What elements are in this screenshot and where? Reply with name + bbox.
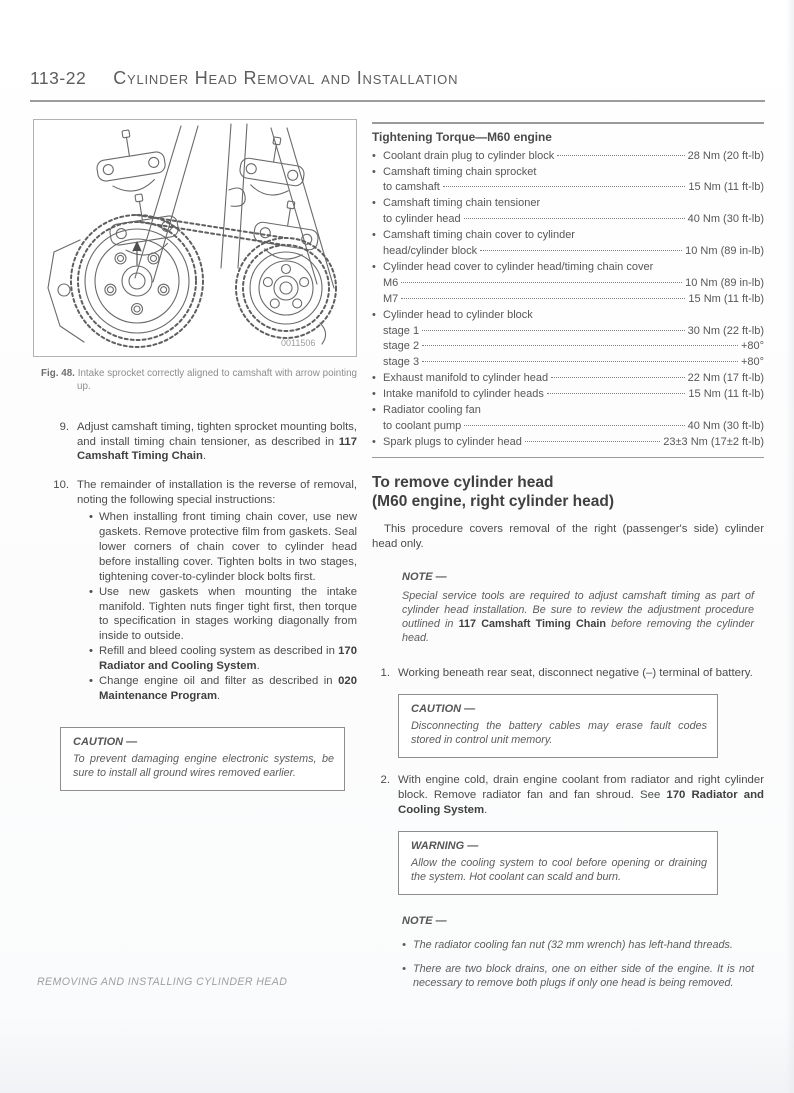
intake-sprocket	[85, 229, 189, 333]
dot-leader	[464, 218, 685, 219]
dot-leader	[464, 425, 684, 426]
torque-label: head/cylinder block	[383, 245, 478, 258]
torque-subrow	[372, 419, 764, 435]
note-bullet-item	[402, 962, 754, 990]
figure-48	[33, 119, 357, 357]
right-column	[372, 122, 764, 990]
torque-row	[372, 228, 764, 244]
step-text-post: .	[484, 804, 488, 817]
torque-row	[372, 196, 764, 212]
note-bullet-text: The radiator cooling fan nut (32 mm wrench) has left-hand threads.	[413, 939, 733, 952]
bullet-marker: •	[402, 963, 406, 976]
note-label: NOTE —	[402, 915, 447, 928]
left-column	[33, 119, 357, 791]
torque-row	[372, 260, 764, 276]
step-text	[77, 478, 357, 704]
dot-leader	[443, 186, 686, 187]
step-text: Working beneath rear seat, disconnect negative (–) terminal of battery.	[398, 667, 753, 680]
torque-subrow	[372, 292, 764, 308]
torque-subrow	[372, 244, 764, 260]
dot-leader	[422, 345, 738, 346]
torque-value: +80°	[740, 356, 764, 369]
torque-value: 40 Nm (30 ft-lb)	[687, 420, 764, 432]
figure-id-code: 0011506	[281, 338, 316, 348]
dot-leader	[480, 250, 682, 251]
note-bullet-item	[402, 938, 754, 953]
torque-label: • Camshaft timing chain tensioner	[383, 197, 541, 210]
dot-leader	[547, 393, 686, 394]
bullet-text-pre: Change engine oil and filter as described in	[99, 675, 339, 688]
torque-label: to cylinder head	[383, 213, 461, 226]
page-title: Cylinder Head Removal and Installation	[113, 68, 459, 88]
engine-diagram	[34, 120, 356, 354]
torque-label: • Exhaust manifold to cylinder head	[383, 372, 549, 385]
cross-reference: 170 Radiator and Cooling System	[99, 645, 357, 673]
step-2	[372, 773, 764, 818]
torque-label: to camshaft	[383, 181, 440, 194]
torque-subrow	[372, 324, 764, 340]
torque-subrow	[372, 276, 764, 292]
bullet-text-post: .	[256, 660, 260, 673]
torque-label: • Spark plugs to cylinder head	[383, 435, 522, 448]
torque-subrow	[372, 180, 764, 196]
bullet-text-pre: Refill and bleed cooling system as described in	[99, 645, 339, 658]
dot-leader	[401, 282, 682, 283]
note-text-pre: Special service tools are required to adjust camshaft timing as part of cylinder head installation. Be sure to review the adjustment procedure outlined in	[402, 590, 754, 631]
step-number: 10.	[53, 479, 69, 492]
torque-row	[372, 165, 764, 181]
warning-box	[398, 831, 718, 895]
caution-box	[60, 727, 345, 791]
bullet-text	[99, 674, 357, 704]
torque-label: • Camshaft timing chain sprocket	[383, 165, 537, 178]
torque-row	[372, 387, 764, 403]
torque-value: 10 Nm (89 in-lb)	[685, 245, 764, 258]
bullet-marker: •	[89, 645, 93, 658]
torque-label: • Cylinder head to cylinder block	[383, 308, 533, 321]
torque-label: to coolant pump	[383, 420, 462, 432]
note-bullet-text: There are two block drains, one on either side of the engine. It is not necessary to remove both plugs if only one head is being removed.	[413, 963, 754, 990]
section-heading-line1: To remove cylinder head	[372, 474, 554, 492]
note-text	[402, 589, 754, 645]
torque-row	[372, 403, 764, 419]
bullet-item	[89, 674, 357, 704]
intro-paragraph: This procedure covers removal of the right (passenger's side) cylinder head only.	[372, 523, 764, 551]
step-number: 9.	[59, 420, 69, 433]
bullet-text-post: .	[217, 690, 221, 702]
bullet-marker: •	[402, 939, 406, 952]
header-rule	[30, 100, 765, 102]
torque-label: M7	[383, 292, 399, 305]
note-text-post: before removing the cylinder head.	[402, 618, 754, 645]
bullet-text-pre: When installing front timing chain cover, use new gaskets. Remove protective film from gaskets. Seal lower corners of chain cover to cylinder head before installing cover. Tighten bolts in two stages, tightening cover-to-cylinder block bolts first.	[99, 511, 357, 583]
bullet-marker: •	[89, 675, 93, 688]
bullet-text-pre: Use new gaskets when mounting the intake manifold. Tighten nuts finger tight first, then torque to specification in stages working diagonally from inside to outside.	[99, 585, 357, 643]
note-block	[402, 914, 754, 990]
torque-spec-table	[372, 122, 764, 458]
exhaust-sprocket	[250, 252, 322, 324]
caution-text: Disconnecting the battery cables may erase fault codes stored in control unit memory.	[411, 720, 707, 747]
torque-value: 40 Nm (30 ft-lb)	[687, 213, 764, 226]
torque-label: M6	[383, 276, 399, 289]
caution-text: To prevent damaging engine electronic systems, be sure to install all ground wires removed earlier.	[73, 752, 334, 779]
caution-box	[398, 694, 718, 758]
torque-value: 30 Nm (22 ft-lb)	[687, 324, 764, 337]
section-heading-line2: (M60 engine, right cylinder head)	[372, 492, 615, 510]
torque-label: stage 2	[383, 340, 420, 353]
torque-value: +80°	[740, 340, 764, 353]
dot-leader	[551, 377, 684, 378]
dot-leader	[422, 330, 684, 331]
torque-value: 28 Nm (20 ft-lb)	[687, 149, 764, 162]
step-text	[398, 773, 764, 818]
torque-label: • Camshaft timing chain cover to cylinder	[383, 229, 575, 242]
bullet-marker: •	[89, 585, 93, 598]
torque-table-header: Tightening Torque—M60 engine	[372, 129, 552, 144]
torque-row	[372, 308, 764, 324]
page-header	[30, 68, 765, 89]
torque-row	[372, 371, 764, 387]
step-text	[77, 420, 357, 465]
step-9	[33, 420, 357, 465]
bullet-text	[99, 644, 357, 674]
torque-value: 15 Nm (11 ft-lb)	[688, 388, 764, 401]
torque-value: 22 Nm (17 ft-lb)	[687, 372, 764, 385]
torque-label: • Intake manifold to cylinder heads	[383, 388, 544, 401]
figure-caption	[33, 368, 357, 394]
torque-value: 10 Nm (89 in-lb)	[685, 276, 764, 289]
torque-label: • Cylinder head cover to cylinder head/timing chain cover	[383, 260, 654, 273]
cross-reference: 117 Camshaft Timing Chain	[458, 618, 606, 631]
caution-label: CAUTION —	[73, 735, 138, 748]
figure-caption-text: Intake sprocket correctly aligned to camshaft with arrow pointing up.	[77, 368, 357, 392]
cross-reference: 117 Camshaft Timing Chain	[77, 435, 357, 463]
torque-label: stage 1	[383, 324, 420, 337]
step-text-pre: Adjust camshaft timing, tighten sprocket mounting bolts, and install timing chain tensioner, as described in	[77, 420, 357, 448]
torque-value: 15 Nm (11 ft-lb)	[688, 181, 764, 194]
table-rule-bottom	[372, 457, 764, 459]
page-footer-text: REMOVING AND INSTALLING CYLINDER HEAD	[37, 976, 288, 988]
table-rule-top	[372, 122, 764, 124]
sprocket-bolts	[263, 265, 308, 308]
figure-caption-label: Fig. 48.	[41, 368, 75, 379]
torque-label: • Radiator cooling fan	[383, 404, 481, 417]
step-10	[33, 478, 357, 704]
bullet-marker: •	[89, 511, 93, 524]
step-text-post: .	[202, 450, 207, 463]
torque-value: 23±3 Nm (17±2 ft-lb)	[663, 435, 764, 448]
step-text-body: The remainder of installation is the reverse of removal, noting the following special instructions:	[77, 479, 357, 507]
torque-subrow	[372, 355, 764, 371]
bullet-text	[99, 510, 357, 585]
dot-leader	[422, 361, 738, 362]
torque-subrow	[372, 212, 764, 228]
step-number: 2.	[380, 774, 390, 787]
torque-row	[372, 435, 764, 451]
step-number: 1.	[380, 667, 390, 680]
torque-label: • Coolant drain plug to cylinder block	[383, 149, 555, 162]
bullet-item	[89, 644, 357, 674]
torque-label: stage 3	[383, 356, 420, 369]
step-text-pre: With engine cold, drain engine coolant from radiator and right cylinder block. Remove radiator fan and fan shroud. See	[398, 774, 764, 802]
cross-reference: 020 Maintenance Program	[99, 675, 357, 702]
page-number: 113-22	[30, 68, 87, 88]
warning-label: WARNING —	[411, 840, 479, 853]
torque-subrow	[372, 339, 764, 355]
bullet-item	[89, 585, 357, 645]
dot-leader	[557, 155, 684, 156]
caution-label: CAUTION —	[411, 703, 476, 716]
torque-row	[372, 149, 764, 165]
note-label: NOTE —	[402, 571, 447, 584]
section-heading	[372, 474, 764, 511]
bullet-text	[99, 585, 357, 645]
dot-leader	[525, 441, 660, 442]
instruction-bullets	[89, 510, 357, 704]
bullet-item	[89, 510, 357, 585]
warning-text: Allow the cooling system to cool before opening or draining the system. Hot coolant can scald and burn.	[411, 857, 707, 884]
note-block	[402, 570, 754, 645]
cross-reference: 170 Radiator and Cooling System	[398, 789, 764, 817]
torque-value: 15 Nm (11 ft-lb)	[688, 292, 764, 305]
step-1	[372, 666, 764, 681]
dot-leader	[401, 298, 685, 299]
